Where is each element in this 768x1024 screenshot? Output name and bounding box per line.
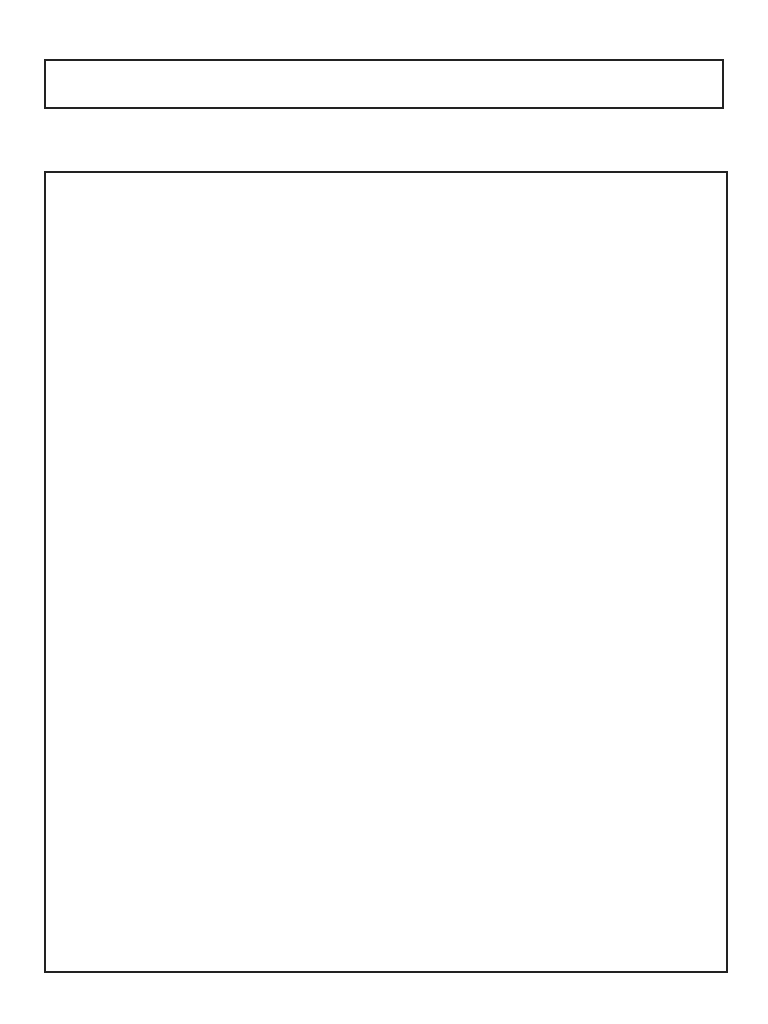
counting-grid	[44, 171, 728, 973]
name-field[interactable]	[44, 59, 724, 109]
